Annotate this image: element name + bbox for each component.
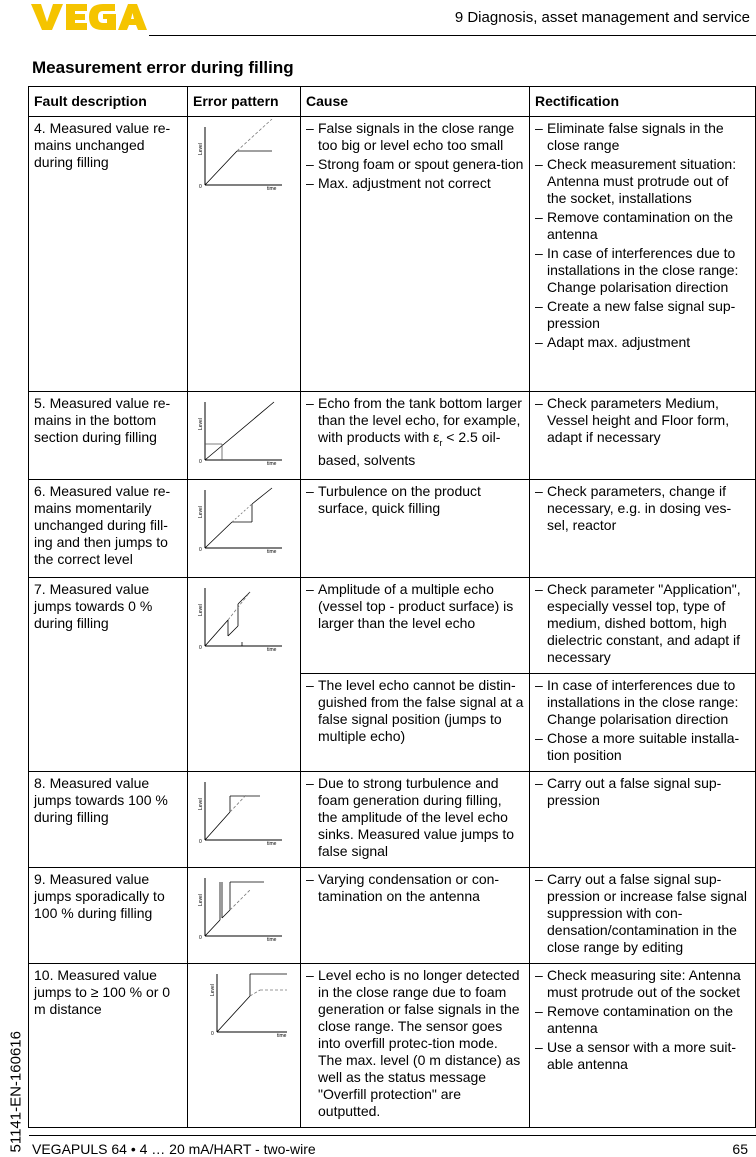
document-code: 51141-EN-160616 <box>7 1031 25 1153</box>
rectification-cell <box>530 772 756 868</box>
axis-origin: 0 <box>199 547 202 553</box>
cause-cell <box>301 868 530 964</box>
error-pattern-chart <box>192 394 292 472</box>
cause-item: – Max. adjustment not correct <box>306 175 524 192</box>
cause-item: – Echo from the tank bottom larger than the level echo, for example, with products with $\varepsilon_r < 2.5$ oil-based, solvents <box>306 395 524 469</box>
rectification-cell <box>530 578 756 674</box>
cause-item: – The level echo cannot be distin-guished from the false signal at a false signal position (jumps to multiple echo) <box>306 677 524 745</box>
cause-cell <box>301 772 530 868</box>
col-cause: Cause <box>301 87 530 117</box>
error-pattern <box>188 578 301 772</box>
error-pattern-chart <box>192 482 292 560</box>
cause-cell <box>301 674 530 772</box>
error-pattern-chart <box>192 119 292 197</box>
error-pattern-chart <box>192 870 292 948</box>
table-row <box>29 868 756 964</box>
col-rectification: Rectification <box>530 87 756 117</box>
table-row <box>29 964 756 1128</box>
header-rule <box>149 35 756 36</box>
axis-label-level: Level <box>198 506 204 518</box>
fault-description: 6. Measured value re-mains momentarily unchanged during fill-ing and then jumps to the correct level <box>29 480 188 578</box>
error-pattern <box>188 392 301 480</box>
rectification-item: – Remove contamination on the antenna <box>535 209 750 243</box>
error-pattern <box>188 964 301 1128</box>
fault-description: 10. Measured value jumps to ≥ 100 % or 0 m distance <box>29 964 188 1128</box>
table-row <box>29 117 756 392</box>
section-title: Measurement error during filling <box>32 58 294 77</box>
rectification-item: – Check parameter "Application", especially vessel top, type of medium, dished bottom, high dielectric constant, and adapt if necessary <box>535 581 750 666</box>
rectification-item: – Eliminate false signals in the close range <box>535 120 750 154</box>
cause-cell <box>301 578 530 674</box>
rectification-item: – Check measuring site: Antenna must protrude out of the socket <box>535 967 750 1001</box>
error-pattern <box>188 480 301 578</box>
fault-description: 9. Measured value jumps sporadically to 100 % during filling <box>29 868 188 964</box>
error-pattern-chart <box>192 580 292 658</box>
error-pattern-chart <box>192 966 292 1044</box>
cause-item: – Turbulence on the product surface, quick filling <box>306 483 524 517</box>
fault-description: 5. Measured value re-mains in the bottom section during filling <box>29 392 188 480</box>
rectification-cell <box>530 868 756 964</box>
col-error-pattern: Error pattern <box>188 87 301 117</box>
col-fault-description: Fault description <box>29 87 188 117</box>
rectification-item: – Use a sensor with a more suit-able antenna <box>535 1039 750 1073</box>
axis-label-level: Level <box>198 894 204 906</box>
table-row <box>29 578 756 674</box>
rectification-item: – Check measurement situation: Antenna must protrude out of the socket, installations <box>535 156 750 207</box>
rectification-item: – Adapt max. adjustment <box>535 334 750 351</box>
rectification-item: – Carry out a false signal sup-pression or increase false signal suppression with con-densation/contamination in the close range by editing <box>535 871 750 956</box>
axis-label-time: time <box>267 461 277 467</box>
cause-cell <box>301 117 530 392</box>
axis-origin: 0 <box>211 1031 214 1037</box>
footer-product: VEGAPULS 64 • 4 … 20 mA/HART - two-wire <box>32 1141 316 1157</box>
rectification-item: – In case of interferences due to installations in the close range: Change polarisation direction <box>535 677 750 728</box>
axis-label-level: Level <box>198 143 204 155</box>
error-table <box>28 86 756 1128</box>
rectification-item: – Chose a more suitable installa-tion position <box>535 730 750 764</box>
rectification-item: – Remove contamination on the antenna <box>535 1003 750 1037</box>
error-pattern <box>188 117 301 392</box>
cause-cell <box>301 964 530 1128</box>
cause-cell <box>301 392 530 480</box>
table-row <box>29 392 756 480</box>
axis-label-time: time <box>267 841 277 847</box>
rectification-item: – Check parameters, change if necessary, e.g. in dosing ves-sel, reactor <box>535 483 750 534</box>
chapter-heading: 9 Diagnosis, asset management and service <box>454 9 750 26</box>
axis-label-level: Level <box>210 984 216 996</box>
axis-label-time: time <box>267 647 277 653</box>
axis-origin: 0 <box>199 839 202 845</box>
error-pattern <box>188 772 301 868</box>
cause-item: – False signals in the close range too big or level echo too small <box>306 120 524 154</box>
axis-origin: 0 <box>199 935 202 941</box>
axis-label-level: Level <box>198 604 204 616</box>
vega-logo <box>29 2 147 32</box>
axis-label-time: time <box>267 186 277 192</box>
rectification-cell <box>530 674 756 772</box>
cause-item: – Level echo is no longer detected in the close range due to foam generation or false signals in the close range. The sensor goes into overfill protec-tion mode. The max. level (0 m distance) as well as the status message "Overfill protection" are outputted. <box>306 967 524 1120</box>
rectification-item: – Create a new false signal sup-pression <box>535 298 750 332</box>
axis-origin: 0 <box>199 645 202 651</box>
error-pattern-chart <box>192 774 292 852</box>
page-number: 65 <box>732 1141 748 1157</box>
rectification-item: – In case of interferences due to installations in the close range: Change polarisation direction <box>535 245 750 296</box>
rectification-cell <box>530 480 756 578</box>
rectification-cell <box>530 392 756 480</box>
axis-label-level: Level <box>198 418 204 430</box>
cause-item: – Varying condensation or con-tamination on the antenna <box>306 871 524 905</box>
table-row <box>29 480 756 578</box>
rectification-cell <box>530 117 756 392</box>
fault-description: 7. Measured value jumps towards 0 % during filling <box>29 578 188 772</box>
rectification-item: – Check parameters Medium, Vessel height and Floor form, adapt if necessary <box>535 395 750 446</box>
axis-label-time: time <box>267 549 277 555</box>
axis-origin: 0 <box>199 184 202 190</box>
axis-origin: 0 <box>199 459 202 465</box>
table-row <box>29 772 756 868</box>
table-header-row <box>29 87 756 117</box>
cause-item: – Due to strong turbulence and foam generation during filling, the amplitude of the level echo sinks. Measured value jumps to false signal <box>306 775 524 860</box>
fault-description: 4. Measured value re-mains unchanged during filling <box>29 117 188 392</box>
error-pattern <box>188 868 301 964</box>
fault-description: 8. Measured value jumps towards 100 % during filling <box>29 772 188 868</box>
footer-rule <box>29 1135 756 1136</box>
rectification-cell <box>530 964 756 1128</box>
rectification-item: – Carry out a false signal sup-pression <box>535 775 750 809</box>
axis-label-time: time <box>267 937 277 943</box>
cause-item: – Strong foam or spout genera-tion <box>306 156 524 173</box>
axis-label-level: Level <box>198 798 204 810</box>
cause-item: – Amplitude of a multiple echo (vessel top - product surface) is larger than the level echo <box>306 581 524 632</box>
cause-cell <box>301 480 530 578</box>
axis-label-time: time <box>277 1033 287 1039</box>
